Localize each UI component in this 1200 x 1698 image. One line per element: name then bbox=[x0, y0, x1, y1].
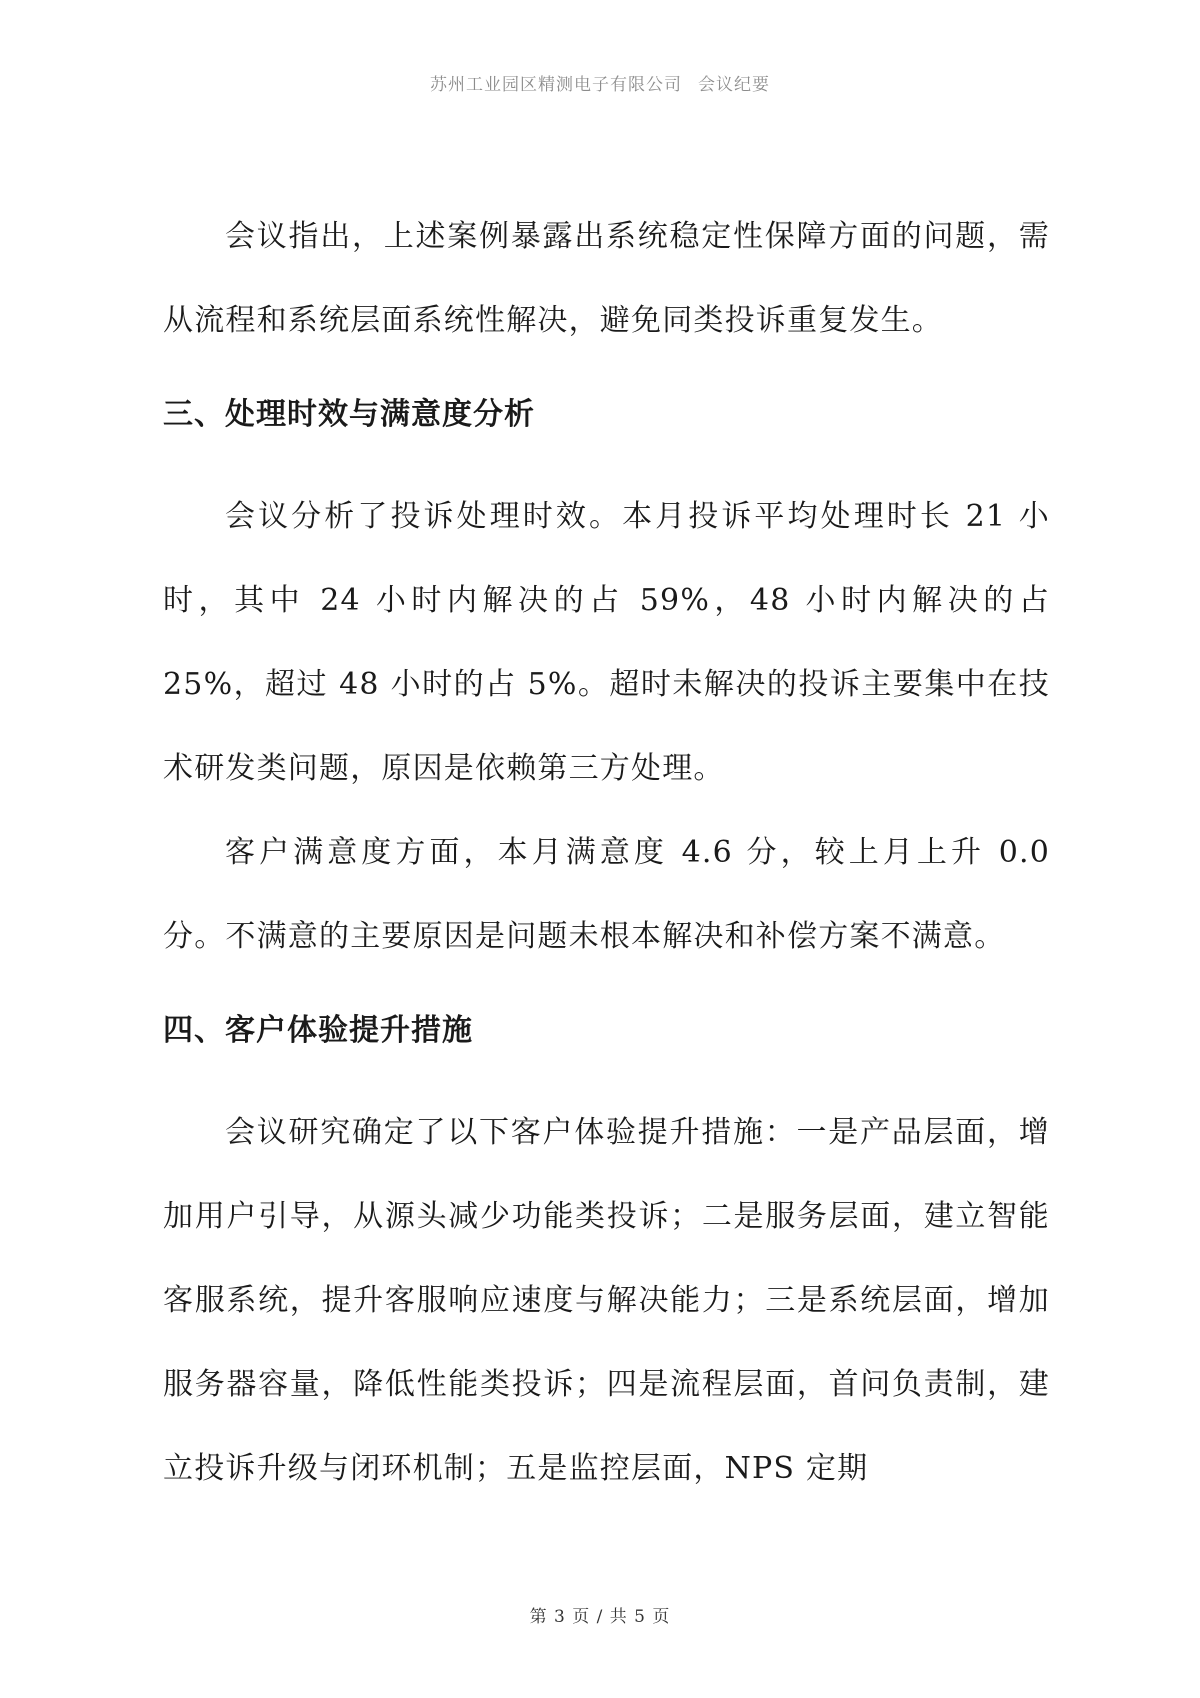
paragraph: 会议分析了投诉处理时效。本月投诉平均处理时长 21 小时，其中 24 小时内解决的占 59%，48 小时内解决的占 25%，超过 48 小时的占 5%。超时未解决的投诉主要集中在技术研发类问题，原因是依赖第三方处理。 bbox=[163, 499, 1050, 786]
section-heading: 三、处理时效与满意度分析 bbox=[163, 397, 535, 432]
paragraph: 客户满意度方面，本月满意度 4.6 分，较上月上升 0.0 分。不满意的主要原因是问题未根本解决和补偿方案不满意。 bbox=[163, 835, 1050, 954]
document-body bbox=[163, 195, 1050, 1511]
paragraph: 会议指出，上述案例暴露出系统稳定性保障方面的问题，需从流程和系统层面系统性解决，避免同类投诉重复发生。 bbox=[163, 219, 1050, 338]
paragraph: 会议研究确定了以下客户体验提升措施：一是产品层面，增加用户引导，从源头减少功能类投诉；二是服务层面，建立智能客服系统，提升客服响应速度与解决能力；三是系统层面，增加服务器容量，降低性能类投诉；四是流程层面，首问负责制，建立投诉升级与闭环机制；五是监控层面，NPS 定期 bbox=[163, 1115, 1050, 1486]
page-number: 第 3 页 / 共 5 页 bbox=[529, 1607, 671, 1627]
document-type: 会议纪要 bbox=[698, 75, 770, 95]
section-heading: 四、客户体验提升措施 bbox=[163, 1013, 473, 1048]
company-name: 苏州工业园区精测电子有限公司 bbox=[430, 75, 682, 95]
page-header bbox=[0, 70, 1200, 95]
